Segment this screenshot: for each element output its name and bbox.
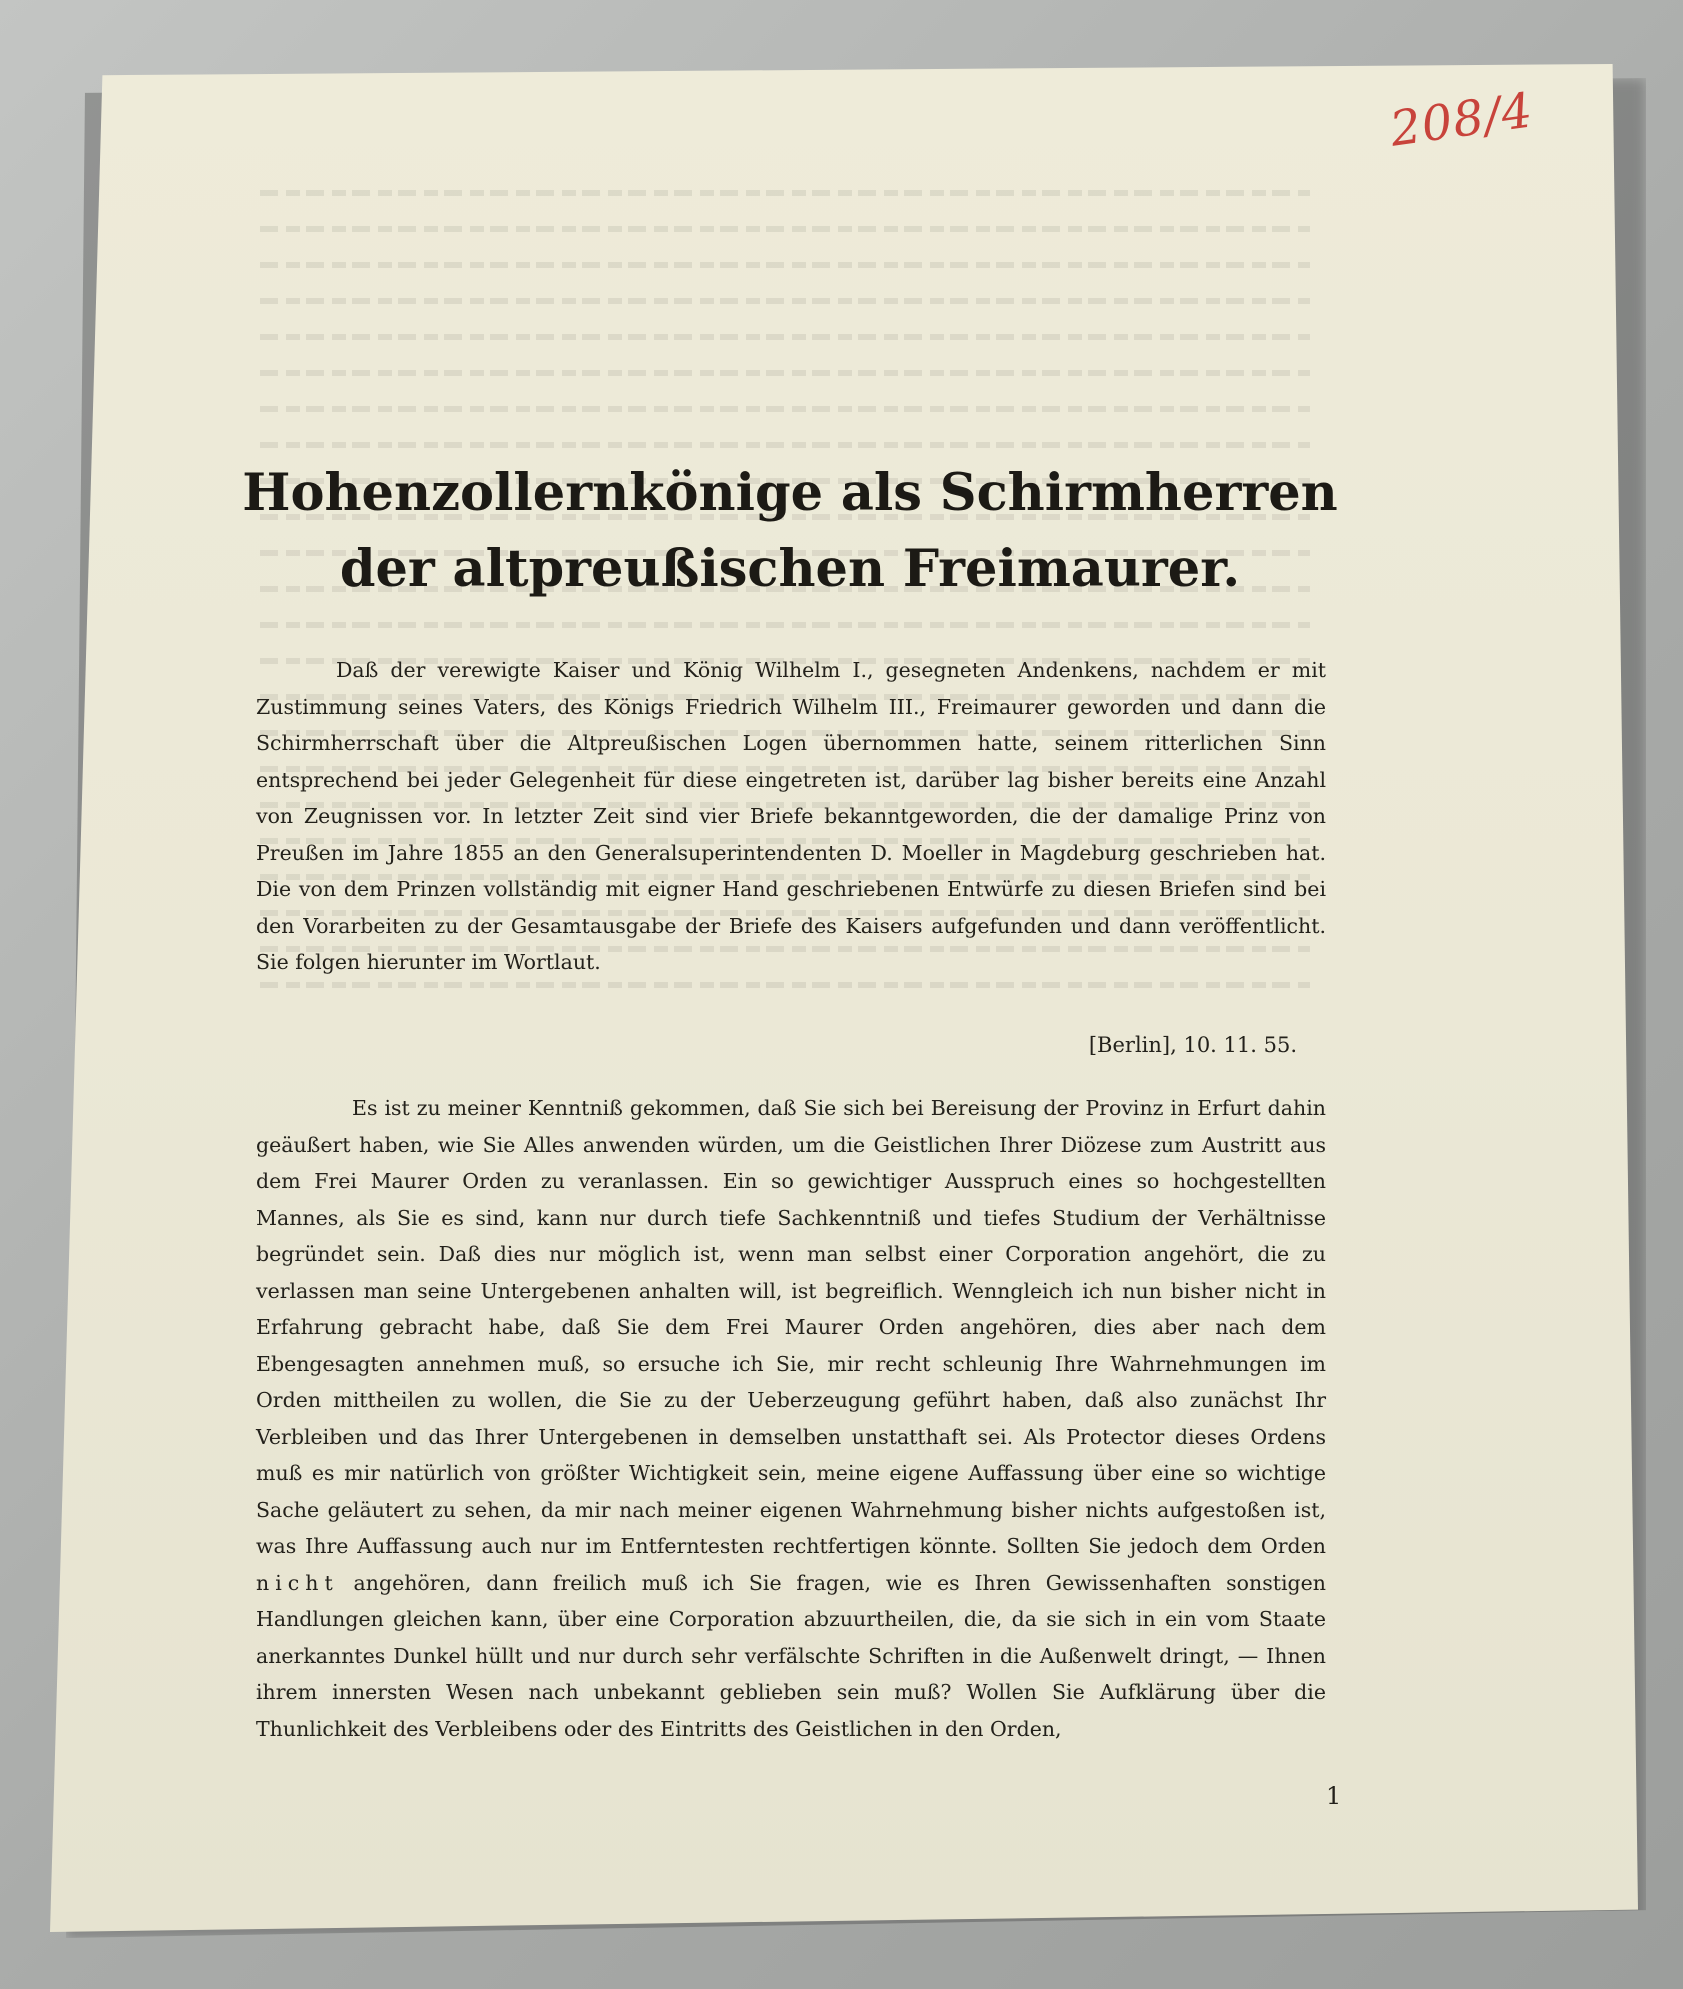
letter-text-part-2: angehören, dann freilich muß ich Sie fragen, wie es Ihren Gewissenhaften sonstigen Handlungen gleichen kann, über eine Corporation abzuurtheilen, die, da sie sich in ein vom Staate anerkanntes Dunkel hüllt und nur durch sehr verfälschte Schriften in die Außenwelt dringt, — Ihnen ihrem innersten Wesen nach unbekannt geblieben sein muß? Wollen Sie Aufklärung über die Thunlichkeit des Verbleibens oder des Eintritts des Geistlichen in den Orden, [256, 1570, 1326, 1741]
letter-text-part-1: Es ist zu meiner Kenntniß gekommen, daß Sie sich bei Bereisung der Provinz in Erfurt dahin geäußert haben, wie Sie Alles anwenden würden, um die Geistlichen Ihrer Diözese zum Austritt aus dem Frei Maurer Orden zu veranlassen. Ein so gewichtiger Ausspruch eines so hochgestellten Mannes, als Sie es sind, kann nur durch tiefe Sachkenntniß und tiefes Studium der Verhältnisse begründet sein. Daß dies nur möglich ist, wenn man selbst einer Corporation angehört, die zu verlassen man seine Untergebenen anhalten will, ist begreiflich. Wenngleich ich nun bisher nicht in Erfahrung gebracht habe, daß Sie dem Frei Maurer Orden angehören, dies aber nach dem Ebengesagten annehmen muß, so ersuche ich Sie, mir recht schleunig Ihre Wahrnehmungen im Orden mittheilen zu wollen, die Sie zu der Ueberzeugung geführt haben, daß also zunächst Ihr Verbleiben und das Ihrer Untergebenen in demselben unstatthaft sei. Als Protector dieses Ordens muß es mir natürlich von größter Wichtigkeit sein, meine eigene Auffassung über eine so wichtige Sache geläutert zu sehen, da mir nach meiner eigenen Wahrnehmung bisher nichts aufgestoßen ist, was Ihre Auffassung auch nur im Entferntesten rechtfertigen könnte. Sollten Sie jedoch dem Orden [256, 1096, 1326, 1558]
letter-emphasis: nicht [256, 1570, 339, 1595]
document-title [220, 455, 1360, 607]
handwritten-archive-number: 208/4 [1386, 82, 1537, 158]
letter-paragraph [256, 1090, 1326, 1747]
title-line-1: Hohenzollernkönige als Schirmherren [242, 463, 1338, 523]
page-number: 1 [1326, 1782, 1342, 1810]
title-line-2: der altpreußischen Freimaurer. [339, 539, 1241, 599]
intro-paragraph: Daß der verewigte Kaiser und König Wilhelm I., gesegneten Andenkens, nachdem er mit Zustimmung seines Vaters, des Königs Friedrich Wilhelm III., Freimaurer geworden und dann die Schirmherrschaft über die Altpreußischen Logen übernommen hatte, seinem ritterlichen Sinn entsprechend bei jeder Gelegenheit für diese eingetreten ist, darüber lag bisher bereits eine Anzahl von Zeugnissen vor. In letzter Zeit sind vier Briefe bekanntgeworden, die der damalige Prinz von Preußen im Jahre 1855 an den Generalsuperintendenten D. Moeller in Magdeburg geschrieben hat. Die von dem Prinzen vollständig mit eigner Hand geschriebenen Entwürfe zu diesen Briefen sind bei den Vorarbeiten zu der Gesamtausgabe der Briefe des Kaisers aufgefunden und dann veröffentlicht. Sie folgen hierunter im Wortlaut. [256, 658, 1326, 974]
letter-dateline: [Berlin], 10. 11. 55. [1088, 1033, 1297, 1057]
